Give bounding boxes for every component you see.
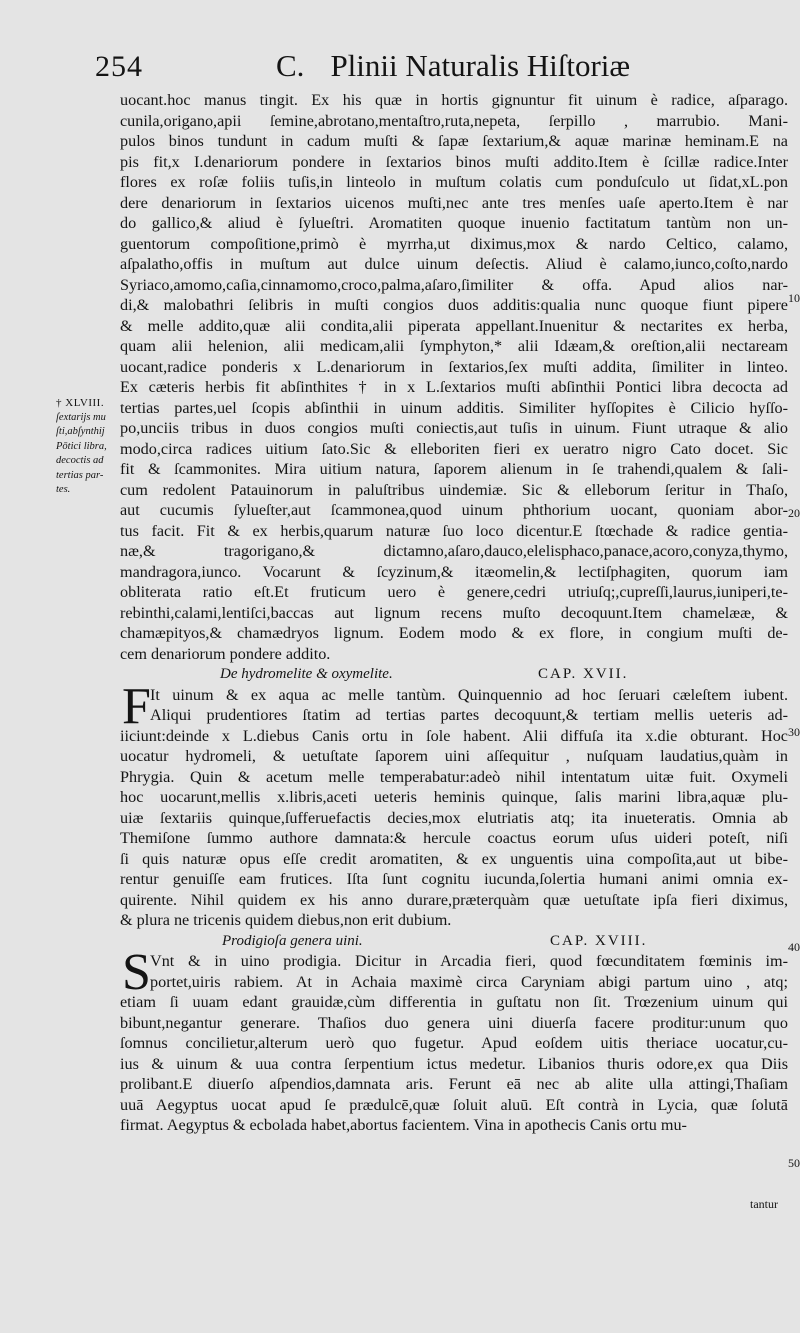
text-line: uiæ ſextariis quinque,ſufferuefactis decies,mox elutriatis atq; ita inueteratis. Omnia ab: [120, 808, 788, 827]
text-line: næ,& tragorigano,& dictamno,aſaro,dauco,elelisphaco,panace,acoro,conyza,thymo,: [120, 542, 788, 560]
line-number: 20: [788, 506, 800, 520]
paragraph-block3: [120, 944, 788, 1136]
text-line: guentorum compoſitione,primò è myrrha,ut diximus,mox & nardo Celtico, calamo,: [120, 234, 788, 253]
text-line: ius & uinum & uua contra ſerpentium ictus medetur. Libanios thuris odore,ex qua Diis: [120, 1054, 788, 1073]
chapter-heading: [120, 664, 788, 685]
text-line: Phrygia. Quin & acetum melle temperabatur:adeò nihil intentatum uitæ fuit. Oxymeli: [120, 767, 788, 786]
chapter-heading: [120, 931, 788, 952]
text-line: uocant,radice ponderis x L.denariorum in ſextarios,ſex muſti addita, ſimiliter in linteo.: [120, 357, 788, 376]
running-head-left: C.: [276, 48, 305, 83]
text-line: It uinum & ex aqua ac melle tantùm. Quinquennio ad hoc ſeruari cæleſtem iubent.: [150, 685, 788, 704]
text-line: hoc uocarunt,mellis x.libris,aceti ueteris heminis quinque, ſalis marini libra,aquæ plu-: [120, 788, 788, 806]
text-line: prolibant.E diuerſo aſpendios,damnata aris. Ferunt eā nec ab alite ulla attingi,Thaſiam: [120, 1075, 788, 1093]
text-line: uuā Aegyptus uocat apud ſe prædulcē,quæ ſoluit aluū. Eſt contrà in Lycia, quæ ſolutā: [120, 1095, 788, 1114]
text-line: dere denariorum in ſextarios uicenos muſti,nec ante tres menſes uaſe aperto.Item è nar: [120, 193, 788, 212]
chapter-title: Prodigioſa genera uini.: [222, 932, 363, 949]
text-line: po,unciis tribus in duos congios muſti coniectis,aut tuſis in uinum. Fiunt utraque & alio: [120, 419, 788, 437]
text-line: aut cucumis ſylueſter,aut ſcammonea,quod uinum phthorium uocant, quoniam abor-: [120, 501, 788, 519]
margin-note-line: ſextarijs mu: [56, 411, 106, 423]
text-line: bibunt,negantur generare. Thaſios duo genera uini diuerſa facere proditur:unum quo: [120, 1013, 788, 1032]
text-line: pis fit,x I.denariorum pondere in ſextarios binos muſti addito.Item è ſcillæ radice.Inter: [120, 152, 788, 171]
text-line: iiciunt:deinde x L.diebus Canis ortu in ſole habent. Alii diffuſa ita x.die obturant. Hoc: [120, 726, 788, 745]
text-line: di,& malobathri ſelibris in muſti congios duos additis:qualia nunc quoque fiunt pipere: [120, 296, 788, 314]
line-number: 50: [788, 1156, 800, 1170]
text-line: ſi quis naturæ opus eſſe credit aromatiten, & ex unguentis uina compoſita,aut ut bibe-: [120, 849, 788, 868]
text-line: uocant.hoc manus tingit. Ex his quæ in hortis gignuntur fit uinum è radice, aſparago.: [120, 91, 788, 109]
text-line: Syriaco,amomo,caſia,cinnamomo,croco,palma,aſaro,ſimiliter & offa. Apud alios nar-: [120, 275, 788, 294]
text-line: cem denariorum pondere addito.: [120, 644, 331, 663]
text-line: Ex cæteris herbis fit abſinthites † in x L.ſextarios muſti abſinthii Pontici libra decocta ad: [120, 378, 788, 396]
text-line: fit & ſcammonites. Mira uitium natura, ſaporem alienum in ſe trahendi,qualem & ſali-: [120, 460, 788, 478]
text-line: pulos binos tundunt in cadum muſti & ſapæ ſextarium,& aquæ marinæ heminam.E na: [120, 132, 788, 150]
text-line: obliterata ratio eſt.Et fruticum uero è genere,cedri utriuſq;,cupreſſi,laurus,iuniperi,te-: [120, 583, 788, 601]
text-line: & melle addito,quæ alii condita,alii piperata appellant.Inuenitur & nectarites ex herba,: [120, 316, 788, 335]
text-line: tus facit. Fit & ex herbis,quarum naturæ ſuo loco dicentur.E ſtœchade & radice gentia-: [120, 521, 788, 540]
margin-note-line: decoctis ad: [56, 455, 104, 466]
line-number: 10: [788, 291, 800, 305]
drop-cap: F: [122, 677, 151, 735]
margin-note-line: ſti,abſynthij: [56, 426, 105, 437]
drop-cap: S: [122, 944, 151, 1001]
text-line: do gallico,& aliud è ſylueſtri. Aromatiten quoque inuenio factitatum tantùm non un-: [120, 214, 788, 232]
chapter-title: De hydromelite & oxymelite.: [220, 666, 393, 682]
line-number: 30: [788, 725, 800, 739]
margin-note-line: Pōtici libra,: [56, 440, 107, 452]
text-line: aſpalatho,offis in muſtum aut dulce uinum deſectis. Aliud è calamo,iunco,coſto,nardo: [120, 255, 788, 273]
text-line: quam alii helenion, alii medicam,alii ſymphyton,* alii Idæam,& oreſtion,alii nectaream: [120, 337, 788, 355]
text-line: uocatur hydromeli, & uetuſtate ſaporem uini aſſequitur , nuſquam laudatius,quàm in: [120, 747, 788, 765]
margin-note: [56, 396, 120, 498]
text-line: cunila,origano,apii ſemine,abrotano,mentaſtro,ruta,nepeta, ſerpillo , marrubio. Mani-: [120, 111, 788, 130]
text-line: cum redolent Patauinorum in paluſtribus uindemiæ. Sic & elleborum ſeritur in Thaſo,: [120, 480, 788, 499]
running-head: [276, 48, 630, 84]
chapter-number: CAP. XVIII.: [550, 932, 648, 949]
text-line: firmat. Aegyptus & ecbolada habet,abortus facientem. Vina in apothecis Canis ortu mu-: [120, 1116, 687, 1134]
text-line: tertias partes,uel ſcopis abſinthii in uinum additis. Similiter hyſſopites è Cilicio hyſſo-: [120, 398, 788, 417]
catchword: tantur: [750, 1197, 778, 1211]
text-line: modo,circa radices uitium ſato.Sic & elleboriten fieri ex ueratro nigro Cato docet. Sic: [120, 439, 788, 458]
margin-note-line: tes.: [56, 484, 71, 495]
text-line: & plura ne tricenis quidem diebus,non erit dubium.: [120, 911, 452, 929]
paragraph-block2: [120, 677, 788, 931]
text-line: Themiſone ſummo authore damnata:& hercule coactus eorum uſus uideri poteſt, niſi: [120, 829, 788, 847]
text-line: rentur genuiſſe eam frutices. Iſta ſunt cognitu iucunda,ſolertia humani animi omnia ex-: [120, 870, 788, 888]
margin-note-marker: † XLVIII.: [56, 397, 105, 409]
chapter-number: CAP. XVII.: [538, 666, 629, 682]
body-text: [120, 90, 788, 1136]
text-line: chamæpityos,& chamædryos lignum. Eodem modo & ex flore, in congium muſti de-: [120, 624, 788, 642]
page-number: 254: [95, 50, 143, 83]
text-line: flores ex roſæ foliis tuſis,in linteolo in muſtum colatis cum ponduſculo ut ſidat,xL.pon: [120, 173, 788, 191]
running-head-title: Plinii Naturalis Hiſtoriæ: [330, 48, 631, 83]
text-line: Aliqui prudentiores ſtatim ad tertias partes decoquunt,& tertiam mellis ueteris ad-: [150, 706, 788, 724]
margin-note-line: tertias par-: [56, 469, 104, 481]
text-line: etiam ſi uuam edant grauidæ,cùm differentia in guſtatu non ſit. Trœzenium uinum qui: [120, 993, 788, 1011]
text-line: mandragora,iunco. Vocarunt & ſcyzinum,& itæomelin,& lectiſphagiten, quorum iam: [120, 562, 788, 581]
text-line: portet,uiris rabiem. At in Achaia maximè circa Caryniam abigi partum uino , atq;: [150, 972, 788, 991]
text-line: Vnt & in uino prodigia. Dicitur in Arcadia fieri, quod fœcunditatem fœminis im-: [150, 952, 788, 970]
text-line: quirente. Nihil quidem ex his anno durare,præterquàm quæ uetuſtate ipſa fieri diximus,: [120, 890, 788, 909]
paragraph-block1: [120, 90, 788, 664]
line-number: 40: [788, 940, 800, 954]
text-line: ſomnus concilietur,alterum uerò quo fugetur. Apud eoſdem uitis theriace uocatur,cu-: [120, 1034, 788, 1052]
text-line: rebinthi,calami,lentiſci,baccas aut lignum recens muſto decoquunt.Item chamelææ, &: [120, 603, 788, 622]
